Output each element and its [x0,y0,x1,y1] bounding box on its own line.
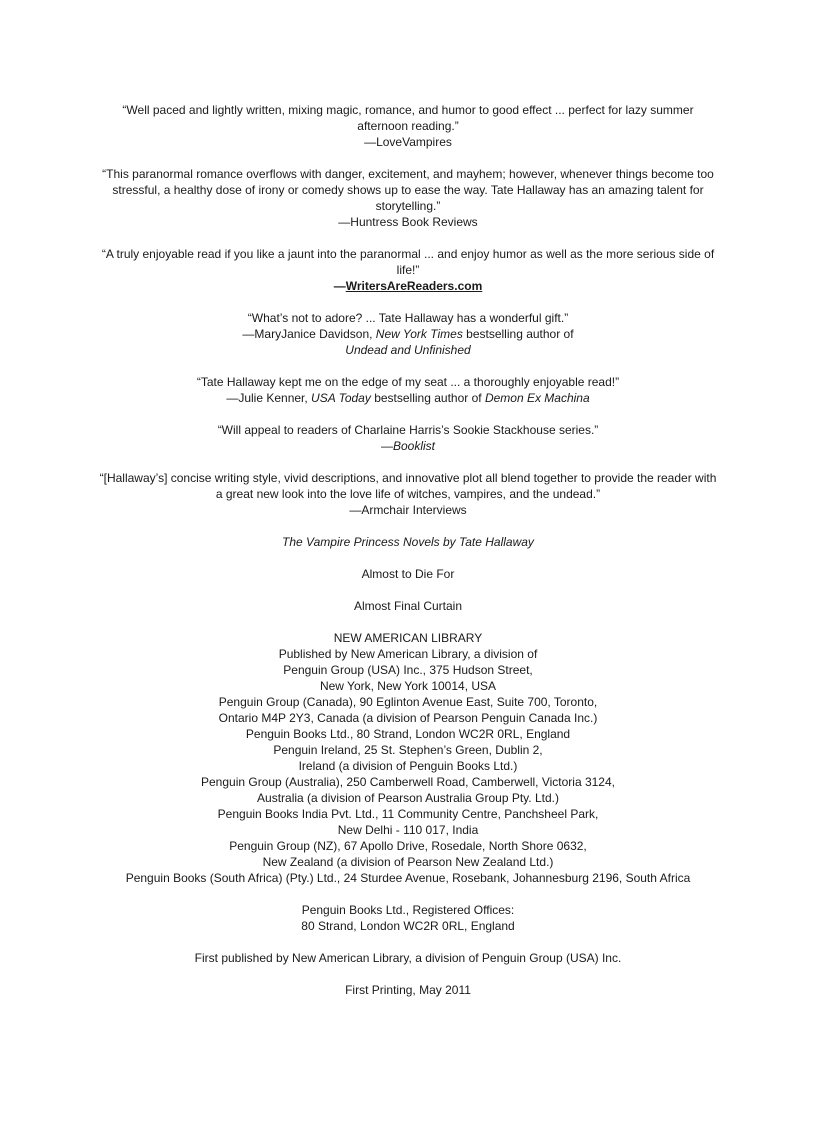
publisher-line: Penguin Books Ltd., 80 Strand, London WC2R 0RL, England [245,727,571,741]
publisher-line: Penguin Books India Pvt. Ltd., 11 Community Centre, Panchsheel Park, [217,807,599,821]
blurb-quote [96,422,720,454]
blurb-quote [96,470,720,518]
quote-attribution [96,438,720,454]
attribution-book-title: Demon Ex Machina [484,391,590,405]
registered-offices-line: Penguin Books Ltd., Registered Offices: [301,903,515,917]
series-title-block [96,566,720,582]
attribution-source: Booklist [392,439,436,453]
attribution-publication: USA Today [311,391,371,405]
attribution-suffix: bestselling author of [462,327,574,341]
quote-attribution [96,278,720,294]
attribution-prefix: —Julie Kenner, [226,391,312,405]
publisher-line: Penguin Ireland, 25 St. Stephen’s Green, Dublin 2, [273,743,543,757]
attribution-prefix: —MaryJanice Davidson, [242,327,376,341]
quote-text: “Well paced and lightly written, mixing magic, romance, and humor to good effect ... perfect for lazy summer afternoon reading.” [122,103,694,133]
publisher-line: Ontario M4P 2Y3, Canada (a division of Pearson Penguin Canada Inc.) [218,711,598,725]
publisher-line: Penguin Group (USA) Inc., 375 Hudson Street, [283,663,533,677]
series-title: Almost to Die For [361,567,455,581]
blurb-quote [96,102,720,150]
quote-text: “Will appeal to readers of Charlaine Harris’s Sookie Stackhouse series.” [217,423,599,437]
publisher-line: New Zealand (a division of Pearson New Zealand Ltd.) [262,855,554,869]
quote-attribution: —Huntress Book Reviews [338,215,478,229]
attribution-book-title: Undead and Unfinished [345,343,471,357]
attribution-suffix: bestselling author of [370,391,485,405]
attribution-dash: — [380,439,393,453]
blurb-quote [96,246,720,294]
publisher-line: New Delhi - 110 017, India [337,823,479,837]
blurb-quote [96,374,720,406]
quote-attribution [96,326,720,342]
publisher-line: Published by New American Library, a division of [278,647,538,661]
publisher-line: New York, New York 10014, USA [319,679,497,693]
quote-text: “This paranormal romance overflows with danger, excitement, and mayhem; however, whenever things become too stressful, a healthy dose of irony or comedy shows up to ease the way. Tate Hallaway has an amazing talent for storytelling.” [102,167,714,213]
attribution-dash: — [333,279,346,293]
registered-offices [96,902,720,934]
series-title: Almost Final Curtain [353,599,463,613]
registered-offices-line: 80 Strand, London WC2R 0RL, England [301,919,515,933]
writersarereaders-link[interactable]: WritersAreReaders.com [345,279,483,293]
blurb-quote [96,166,720,230]
quote-text: “A truly enjoyable read if you like a jaunt into the paranormal ... and enjoy humor as well as the more serious side of life!” [101,247,715,277]
publisher-line: Australia (a division of Pearson Australia Group Pty. Ltd.) [257,791,559,805]
first-published [96,950,720,966]
publisher-line: Penguin Books (South Africa) (Pty.) Ltd., 24 Sturdee Avenue, Rosebank, Johannesburg 2196, South Africa [125,871,691,885]
publisher-line: NEW AMERICAN LIBRARY [333,631,483,645]
publisher-info [96,630,720,886]
attribution-publication: New York Times [375,327,463,341]
quote-text: “What’s not to adore? ... Tate Hallaway has a wonderful gift.” [247,311,569,325]
publisher-line: Penguin Group (Australia), 250 Camberwell Road, Camberwell, Victoria 3124, [201,775,615,789]
publisher-line: Penguin Group (NZ), 67 Apollo Drive, Rosedale, North Shore 0632, [229,839,587,853]
series-heading: The Vampire Princess Novels by Tate Hallaway [282,535,534,549]
quote-attribution: —LoveVampires [364,135,452,149]
series-heading-block [96,534,720,550]
first-printing-text: First Printing, May 2011 [345,983,471,997]
series-title-block [96,598,720,614]
publisher-line: Penguin Group (Canada), 90 Eglinton Avenue East, Suite 700, Toronto, [218,695,598,709]
first-printing [96,982,720,998]
quote-text: “Tate Hallaway kept me on the edge of my seat ... a thoroughly enjoyable read!” [196,375,620,389]
quote-attribution [96,390,720,406]
quote-attribution: —Armchair Interviews [349,503,467,517]
blurb-quote [96,310,720,358]
front-matter [96,102,720,1014]
first-published-text: First published by New American Library, a division of Penguin Group (USA) Inc. [194,951,622,965]
quote-text: “[Hallaway’s] concise writing style, vivid descriptions, and innovative plot all blend together to provide the reader with a great new look into the love life of witches, vampires, and the undead.” [99,471,717,501]
publisher-line: Ireland (a division of Penguin Books Ltd.) [298,759,518,773]
